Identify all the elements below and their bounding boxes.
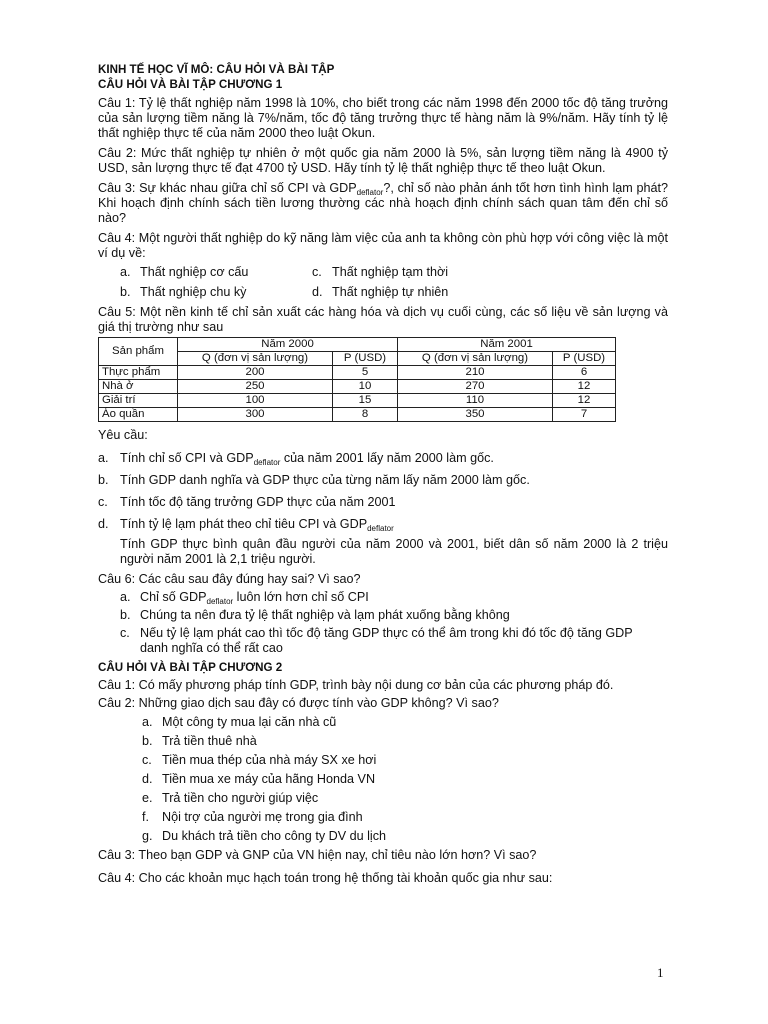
table-row: [99, 408, 616, 422]
ch2-question-1: Câu 1: Có mấy phương pháp tính GDP, trình bày nội dung cơ bản của các phương pháp đó.: [98, 678, 614, 692]
cell-q2000: 200: [178, 366, 333, 380]
q6-list: [120, 590, 668, 656]
option-text: Thất nghiệp cơ cấu: [140, 265, 249, 279]
cell-q2001: 210: [398, 366, 553, 380]
header-p-2000: P (USD): [333, 352, 398, 366]
q4-option: [120, 285, 312, 300]
option-label: b.: [120, 285, 131, 299]
option-text: Thất nghiệp chu kỳ: [140, 285, 247, 299]
item-label: a.: [142, 715, 153, 729]
ch1-question-6: Câu 6: Các câu sau đây đúng hay sai? Vì sao?: [98, 572, 361, 586]
ch1-question-3: [98, 181, 668, 226]
cell-product: Thực phẩm: [99, 366, 178, 380]
cell-q2000: 250: [178, 380, 333, 394]
ch2-question-3: Câu 3: Theo bạn GDP và GNP của VN hiện nay, chỉ tiêu nào lớn hơn? Vì sao?: [98, 848, 537, 862]
cell-p2000: 8: [333, 408, 398, 422]
cell-q2000: 300: [178, 408, 333, 422]
header-product: Sản phẩm: [99, 338, 178, 366]
list-item: [142, 772, 668, 787]
ch2-question-2: Câu 2: Những giao dịch sau đây có được tính vào GDP không? Vì sao?: [98, 696, 499, 710]
requirement-a: [98, 451, 668, 466]
cell-q2000: 100: [178, 394, 333, 408]
list-item: [142, 810, 668, 825]
option-label: a.: [120, 265, 131, 279]
list-item: [142, 829, 668, 844]
cell-p2001: 12: [553, 380, 616, 394]
item-label: a.: [120, 590, 131, 604]
list-item: [120, 626, 668, 656]
cell-product: Giải trí: [99, 394, 178, 408]
item-text: Tiền mua thép của nhà máy SX xe hơi: [162, 753, 377, 767]
req-a-text: Tính chỉ số CPI và GDP: [120, 451, 254, 465]
item-label: e.: [142, 791, 153, 805]
cell-product: Nhà ở: [99, 380, 178, 394]
item-label: d.: [142, 772, 153, 786]
cell-p2000: 5: [333, 366, 398, 380]
requirement-d: [98, 517, 668, 532]
document-page: [98, 62, 668, 891]
table-header-row: [99, 338, 616, 352]
req-label: b.: [98, 473, 109, 487]
cell-q2001: 350: [398, 408, 553, 422]
list-item: [120, 608, 668, 623]
option-label: d.: [312, 285, 323, 299]
document-title: KINH TẾ HỌC VĨ MÔ: CÂU HỎI VÀ BÀI TẬP: [98, 63, 335, 76]
q2-list: [142, 715, 668, 844]
q3-text-end: ?, chỉ số nào phản ánh tốt hơn tình hình lạm phát? Khi hoạch định chính sách tiền lương thường các nhà hoạch định chính sách quan tâm đến chỉ số nào?: [98, 181, 668, 225]
header-p-2001: P (USD): [553, 352, 616, 366]
item-text: Tiền mua xe máy của hãng Honda VN: [162, 772, 376, 786]
req-label: c.: [98, 495, 108, 509]
q4-option: [312, 285, 572, 300]
requirements-title: Yêu cầu:: [98, 428, 148, 442]
q4-options: [120, 265, 668, 300]
req-label: d.: [98, 517, 109, 531]
chapter-2-heading: CÂU HỎI VÀ BÀI TẬP CHƯƠNG 2: [98, 661, 283, 674]
item-label: g.: [142, 829, 153, 843]
cell-p2000: 15: [333, 394, 398, 408]
item-text: Chỉ số GDP: [140, 590, 207, 604]
item-text-end: luôn lớn hơn chỉ số CPI: [233, 590, 369, 604]
list-item: [142, 791, 668, 806]
item-label: c.: [142, 753, 152, 767]
data-table: [98, 337, 616, 422]
req-c-text: Tính tốc độ tăng trưởng GDP thực của năm 2001: [120, 495, 396, 509]
item-text: Du khách trả tiền cho công ty DV du lịch: [162, 829, 387, 843]
cell-p2001: 6: [553, 366, 616, 380]
cell-product: Áo quần: [99, 408, 178, 422]
header-2001: Năm 2001: [398, 338, 616, 352]
ch2-question-4: Câu 4: Cho các khoản mục hạch toán trong hệ thống tài khoản quốc gia như sau:: [98, 871, 553, 885]
req-a-subscript: deflator: [253, 458, 281, 467]
table-row: [99, 380, 616, 394]
requirement-e: Tính GDP thực bình quân đầu người của năm 2000 và 2001, biết dân số năm 2000 là 2 triệu người năm 2001 là 2,1 triệu người.: [120, 537, 668, 566]
requirement-b: [98, 473, 668, 488]
cell-q2001: 270: [398, 380, 553, 394]
req-d-subscript: deflator: [367, 524, 394, 533]
header-2000: Năm 2000: [178, 338, 398, 352]
item-text: Nội trợ của người mẹ trong gia đình: [162, 810, 363, 824]
cell-p2001: 12: [553, 394, 616, 408]
chapter-1-heading: CÂU HỎI VÀ BÀI TẬP CHƯƠNG 1: [98, 78, 283, 91]
option-text: Thất nghiệp tạm thời: [332, 265, 449, 279]
item-subscript: deflator: [206, 597, 234, 606]
option-text: Thất nghiệp tự nhiên: [332, 285, 449, 299]
page-number: 1: [657, 965, 664, 980]
list-item: [142, 734, 668, 749]
item-label: b.: [142, 734, 153, 748]
req-b-text: Tính GDP danh nghĩa và GDP thực của từng năm lấy năm 2000 làm gốc.: [120, 473, 530, 487]
list-item: [120, 590, 668, 605]
cell-q2001: 110: [398, 394, 553, 408]
item-text: Nếu tỷ lệ lạm phát cao thì tốc độ tăng GDP thực có thể âm trong khi đó tốc độ tăng GDP danh nghĩa có thể rất cao: [140, 626, 633, 655]
ch1-question-2: Câu 2: Mức thất nghiệp tự nhiên ở một quốc gia năm 2000 là 5%, sản lượng tiềm năng là 4900 tỷ USD, sản lượng thực tế đạt 4700 tỷ USD. Hãy tính tỷ lệ thất nghiệp thực tế theo luật Okun.: [98, 146, 668, 175]
table-row: [99, 366, 616, 380]
q4-option: [312, 265, 572, 280]
list-item: [142, 753, 668, 768]
item-text: Trả tiền cho người giúp việc: [162, 791, 319, 805]
cell-p2001: 7: [553, 408, 616, 422]
table-row: [99, 394, 616, 408]
item-text: Chúng ta nên đưa tỷ lệ thất nghiệp và lạm phát xuống bằng không: [140, 608, 510, 622]
req-label: a.: [98, 451, 109, 465]
item-label: c.: [120, 626, 130, 640]
item-label: f.: [142, 810, 149, 824]
item-text: Trả tiền thuê nhà: [162, 734, 257, 748]
ch1-question-5: Câu 5: Một nền kinh tế chỉ sản xuất các hàng hóa và dịch vụ cuối cùng, các số liệu về sản lượng và giá thị trường như sau: [98, 305, 668, 334]
q3-subscript: deflator: [356, 188, 384, 197]
header-q-2001: Q (đơn vị sản lượng): [398, 352, 553, 366]
cell-p2000: 10: [333, 380, 398, 394]
header-q-2000: Q (đơn vị sản lượng): [178, 352, 333, 366]
item-label: b.: [120, 608, 131, 622]
q4-option: [120, 265, 312, 280]
requirement-c: [98, 495, 668, 510]
req-d-text: Tính tỷ lệ lạm phát theo chỉ tiêu CPI và GDP: [120, 517, 368, 531]
req-a-text-end: của năm 2001 lấy năm 2000 làm gốc.: [280, 451, 494, 465]
item-text: Một công ty mua lại căn nhà cũ: [162, 715, 337, 729]
ch1-question-4: Câu 4: Một người thất nghiệp do kỹ năng làm việc của anh ta không còn phù hợp với công việc là một ví dụ về:: [98, 231, 668, 260]
ch1-question-1: Câu 1: Tỷ lệ thất nghiệp năm 1998 là 10%, cho biết trong các năm 1998 đến 2000 tốc độ tăng trưởng của sản lượng tiềm năng là 7%/năm, tốc độ tăng trưởng thực tế hàng năm là 9%/năm. Hãy tính tỷ lệ thất nghiệp thực tế của năm 2000 theo luật Okun.: [98, 96, 668, 140]
option-label: c.: [312, 265, 322, 279]
q3-text-start: Câu 3: Sự khác nhau giữa chỉ số CPI và GDP: [98, 181, 357, 195]
list-item: [142, 715, 668, 730]
